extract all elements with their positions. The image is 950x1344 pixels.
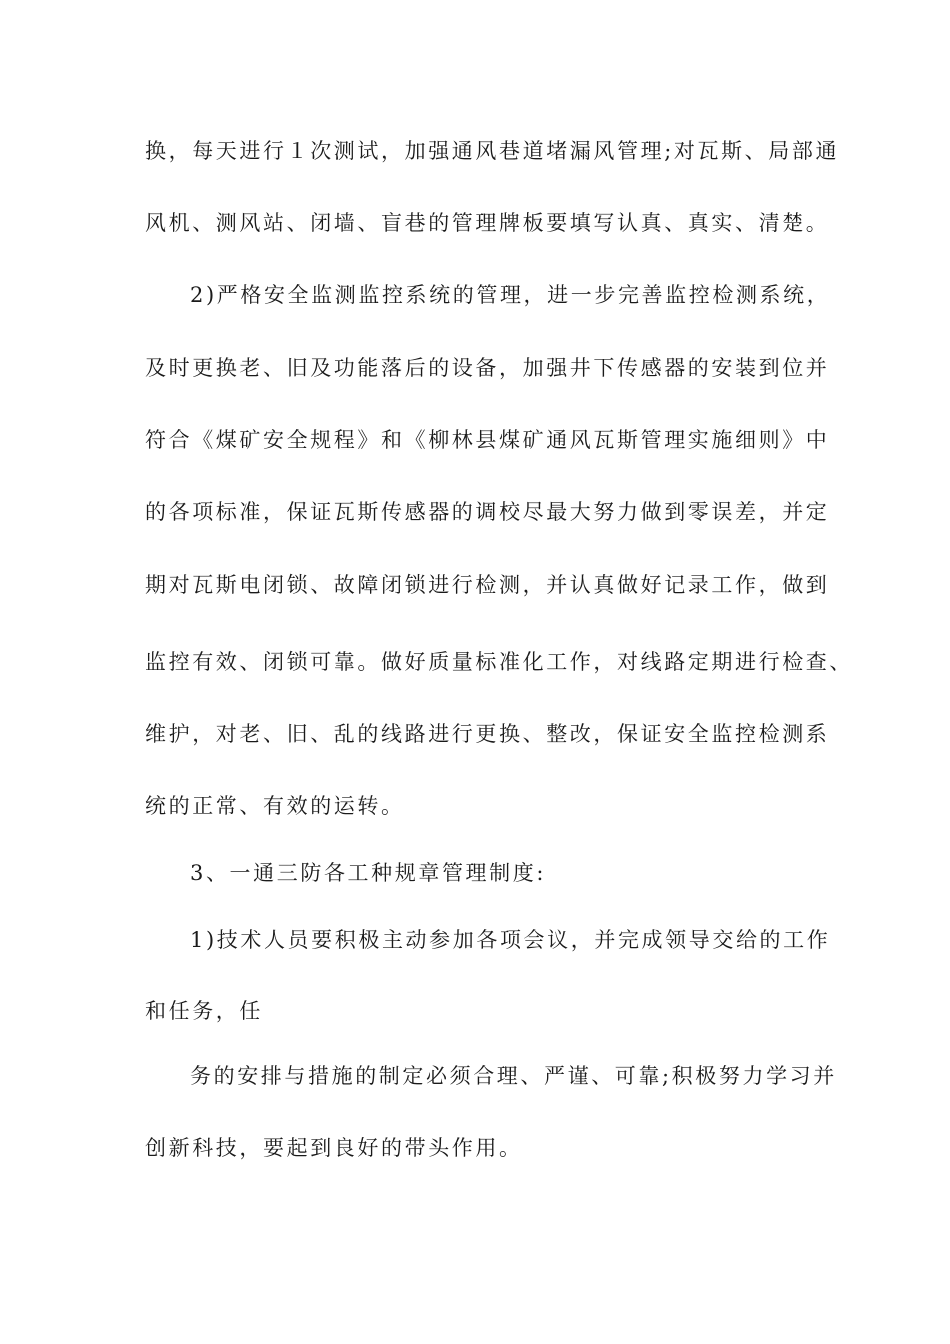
text-line-9: 维护，对老、旧、乱的线路进行更换、整改，保证安全监控检测系: [145, 722, 830, 746]
text-line-10: 统的正常、有效的运转。: [145, 794, 405, 818]
text-line-7: 期对瓦斯电闭锁、故障闭锁进行检测，并认真做好记录工作，做到: [145, 573, 830, 597]
text-line-6: 的各项标准，保证瓦斯传感器的调校尽最大努力做到零误差，并定: [145, 500, 830, 524]
text-line-1: 换，每天进行１次测试，加强通风巷道堵漏风管理;对瓦斯、局部通: [145, 139, 840, 163]
text-line-3: 2)严格安全监测监控系统的管理，进一步完善监控检测系统，: [190, 283, 831, 307]
text-line-5: 符合《煤矿安全规程》和《柳林县煤矿通风瓦斯管理实施细则》中: [145, 428, 830, 452]
text-line-11: 3、一通三防各工种规章管理制度:: [190, 861, 547, 885]
text-line-8: 监控有效、闭锁可靠。做好质量标准化工作，对线路定期进行检查、: [145, 650, 853, 674]
text-line-15: 创新科技，要起到良好的带头作用。: [145, 1136, 523, 1160]
text-line-13: 和任务，任: [145, 999, 263, 1023]
text-line-2: 风机、测风站、闭墙、盲巷的管理牌板要填写认真、真实、清楚。: [145, 211, 830, 235]
text-line-4: 及时更换老、旧及功能落后的设备，加强井下传感器的安装到位并: [145, 356, 830, 380]
text-line-14: 务的安排与措施的制定必须合理、严谨、可靠;积极努力学习并: [190, 1064, 837, 1088]
text-line-12: 1)技术人员要积极主动参加各项会议，并完成领导交给的工作: [190, 928, 831, 952]
